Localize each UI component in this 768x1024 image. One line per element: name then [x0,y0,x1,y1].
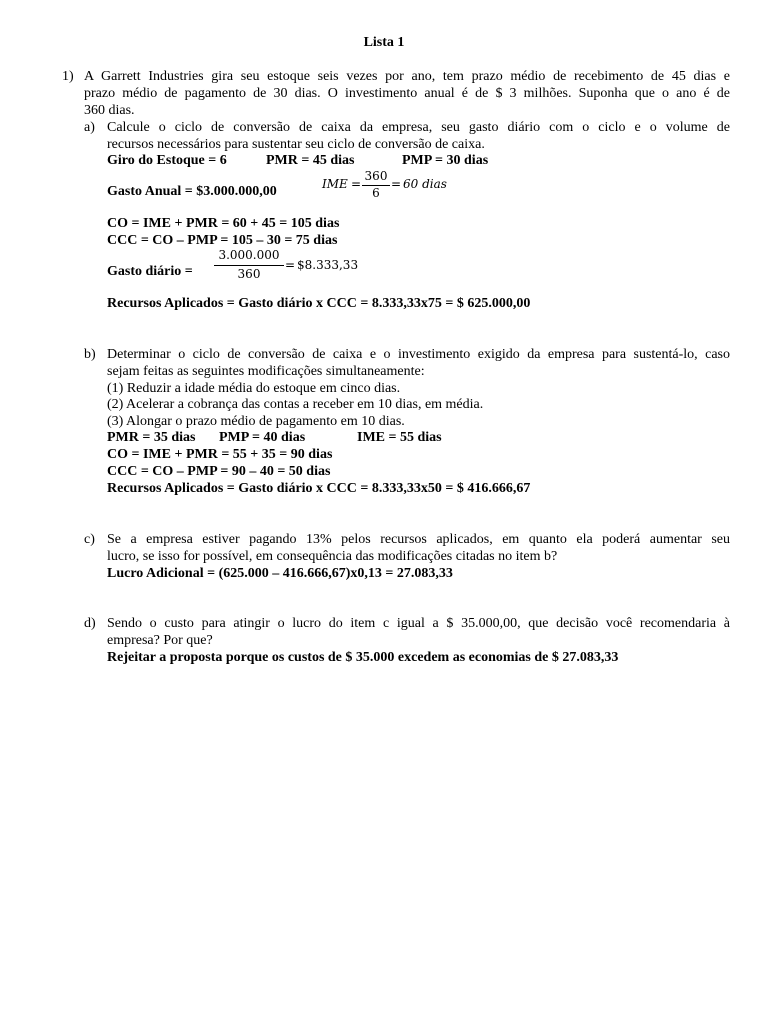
q1-intro-line-3: 360 dias. [84,103,135,118]
item-d-label: d) [84,616,96,631]
pmp-value-b: PMP = 40 dias [219,430,306,445]
co-formula-b: CO = IME + PMR = 55 + 35 = 90 dias [107,447,333,462]
gasto-diario-equals: = [285,258,296,272]
giro-estoque: Giro do Estoque = 6 [107,153,227,168]
gasto-diario-label: Gasto diário = [107,264,193,279]
ccc-formula-b: CCC = CO – PMP = 90 – 40 = 50 dias [107,464,331,479]
item-c-question-line-1: Se a empresa estiver pagando 13% pelos recursos aplicados, em quanto ela poderá aumentar seu [107,532,730,547]
question-number: 1) [62,69,74,84]
q1-intro-line-2: prazo médio de pagamento de 30 dias. O investimento anual é de $ 3 milhões. Suponha que o ano é de [84,86,730,101]
ime-numerator: 360 [364,169,388,183]
ime-value-b: IME = 55 dias [357,430,442,445]
pmr-value-b: PMR = 35 dias [107,430,196,445]
ime-equals-2: = [391,177,402,191]
q1-intro-line-1: A Garrett Industries gira seu estoque seis vezes por ano, tem prazo médio de recebimento de 45 dias e [84,69,730,84]
ime-lhs: IME [322,177,348,191]
pmr-value: PMR = 45 dias [266,153,355,168]
recommendation-answer: Rejeitar a proposta porque os custos de $ 35.000 excedem as economias de $ 27.083,33 [107,650,619,665]
item-c-question-line-2: lucro, se isso for possível, em consequência das modificações citadas no item b? [107,549,558,564]
ccc-formula: CCC = CO – PMP = 105 – 30 = 75 dias [107,233,338,248]
gasto-diario-result: $8.333,33 [297,258,359,272]
item-b-modification-2: (2) Acelerar a cobrança das contas a receber em 10 dias, em média. [107,397,484,412]
item-a-label: a) [84,120,95,135]
pmp-value: PMP = 30 dias [402,153,489,168]
recursos-aplicados-a: Recursos Aplicados = Gasto diário x CCC = 8.333,33x75 = $ 625.000,00 [107,296,531,311]
item-a-question-line-2: recursos necessários para sustentar seu ciclo de conversão de caixa. [107,137,485,152]
item-b-label: b) [84,347,96,362]
item-b-question-line-1: Determinar o ciclo de conversão de caixa e o investimento exigido da empresa para sustentá-lo, caso [107,347,730,362]
gasto-diario-denominator: 360 [237,267,261,281]
item-b-question-line-2: sejam feitas as seguintes modificações simultaneamente: [107,364,425,379]
item-c-label: c) [84,532,95,547]
gasto-diario-fraction-bar [214,265,284,266]
page-title: Lista 1 [363,35,405,50]
recursos-aplicados-b: Recursos Aplicados = Gasto diário x CCC = 8.333,33x50 = $ 416.666,67 [107,481,531,496]
lucro-adicional: Lucro Adicional = (625.000 – 416.666,67)x0,13 = 27.083,33 [107,566,453,581]
item-b-modification-1: (1) Reduzir a idade média do estoque em cinco dias. [107,381,401,396]
ime-rhs: 60 dias [403,177,447,191]
gasto-diario-numerator: 3.000.000 [218,248,280,262]
co-formula: CO = IME + PMR = 60 + 45 = 105 dias [107,216,340,231]
ime-denominator: 6 [372,186,380,200]
item-b-modification-3: (3) Alongar o prazo médio de pagamento em 10 dias. [107,414,405,429]
gasto-anual: Gasto Anual = $3.000.000,00 [107,184,277,199]
item-a-question-line-1: Calcule o ciclo de conversão de caixa da empresa, seu gasto diário com o ciclo e o volume de [107,120,730,135]
item-d-question-line-1: Sendo o custo para atingir o lucro do item c igual a $ 35.000,00, que decisão você recomendaria à [107,616,730,631]
item-d-question-line-2: empresa? Por que? [107,633,213,648]
ime-equals: = [351,177,362,191]
